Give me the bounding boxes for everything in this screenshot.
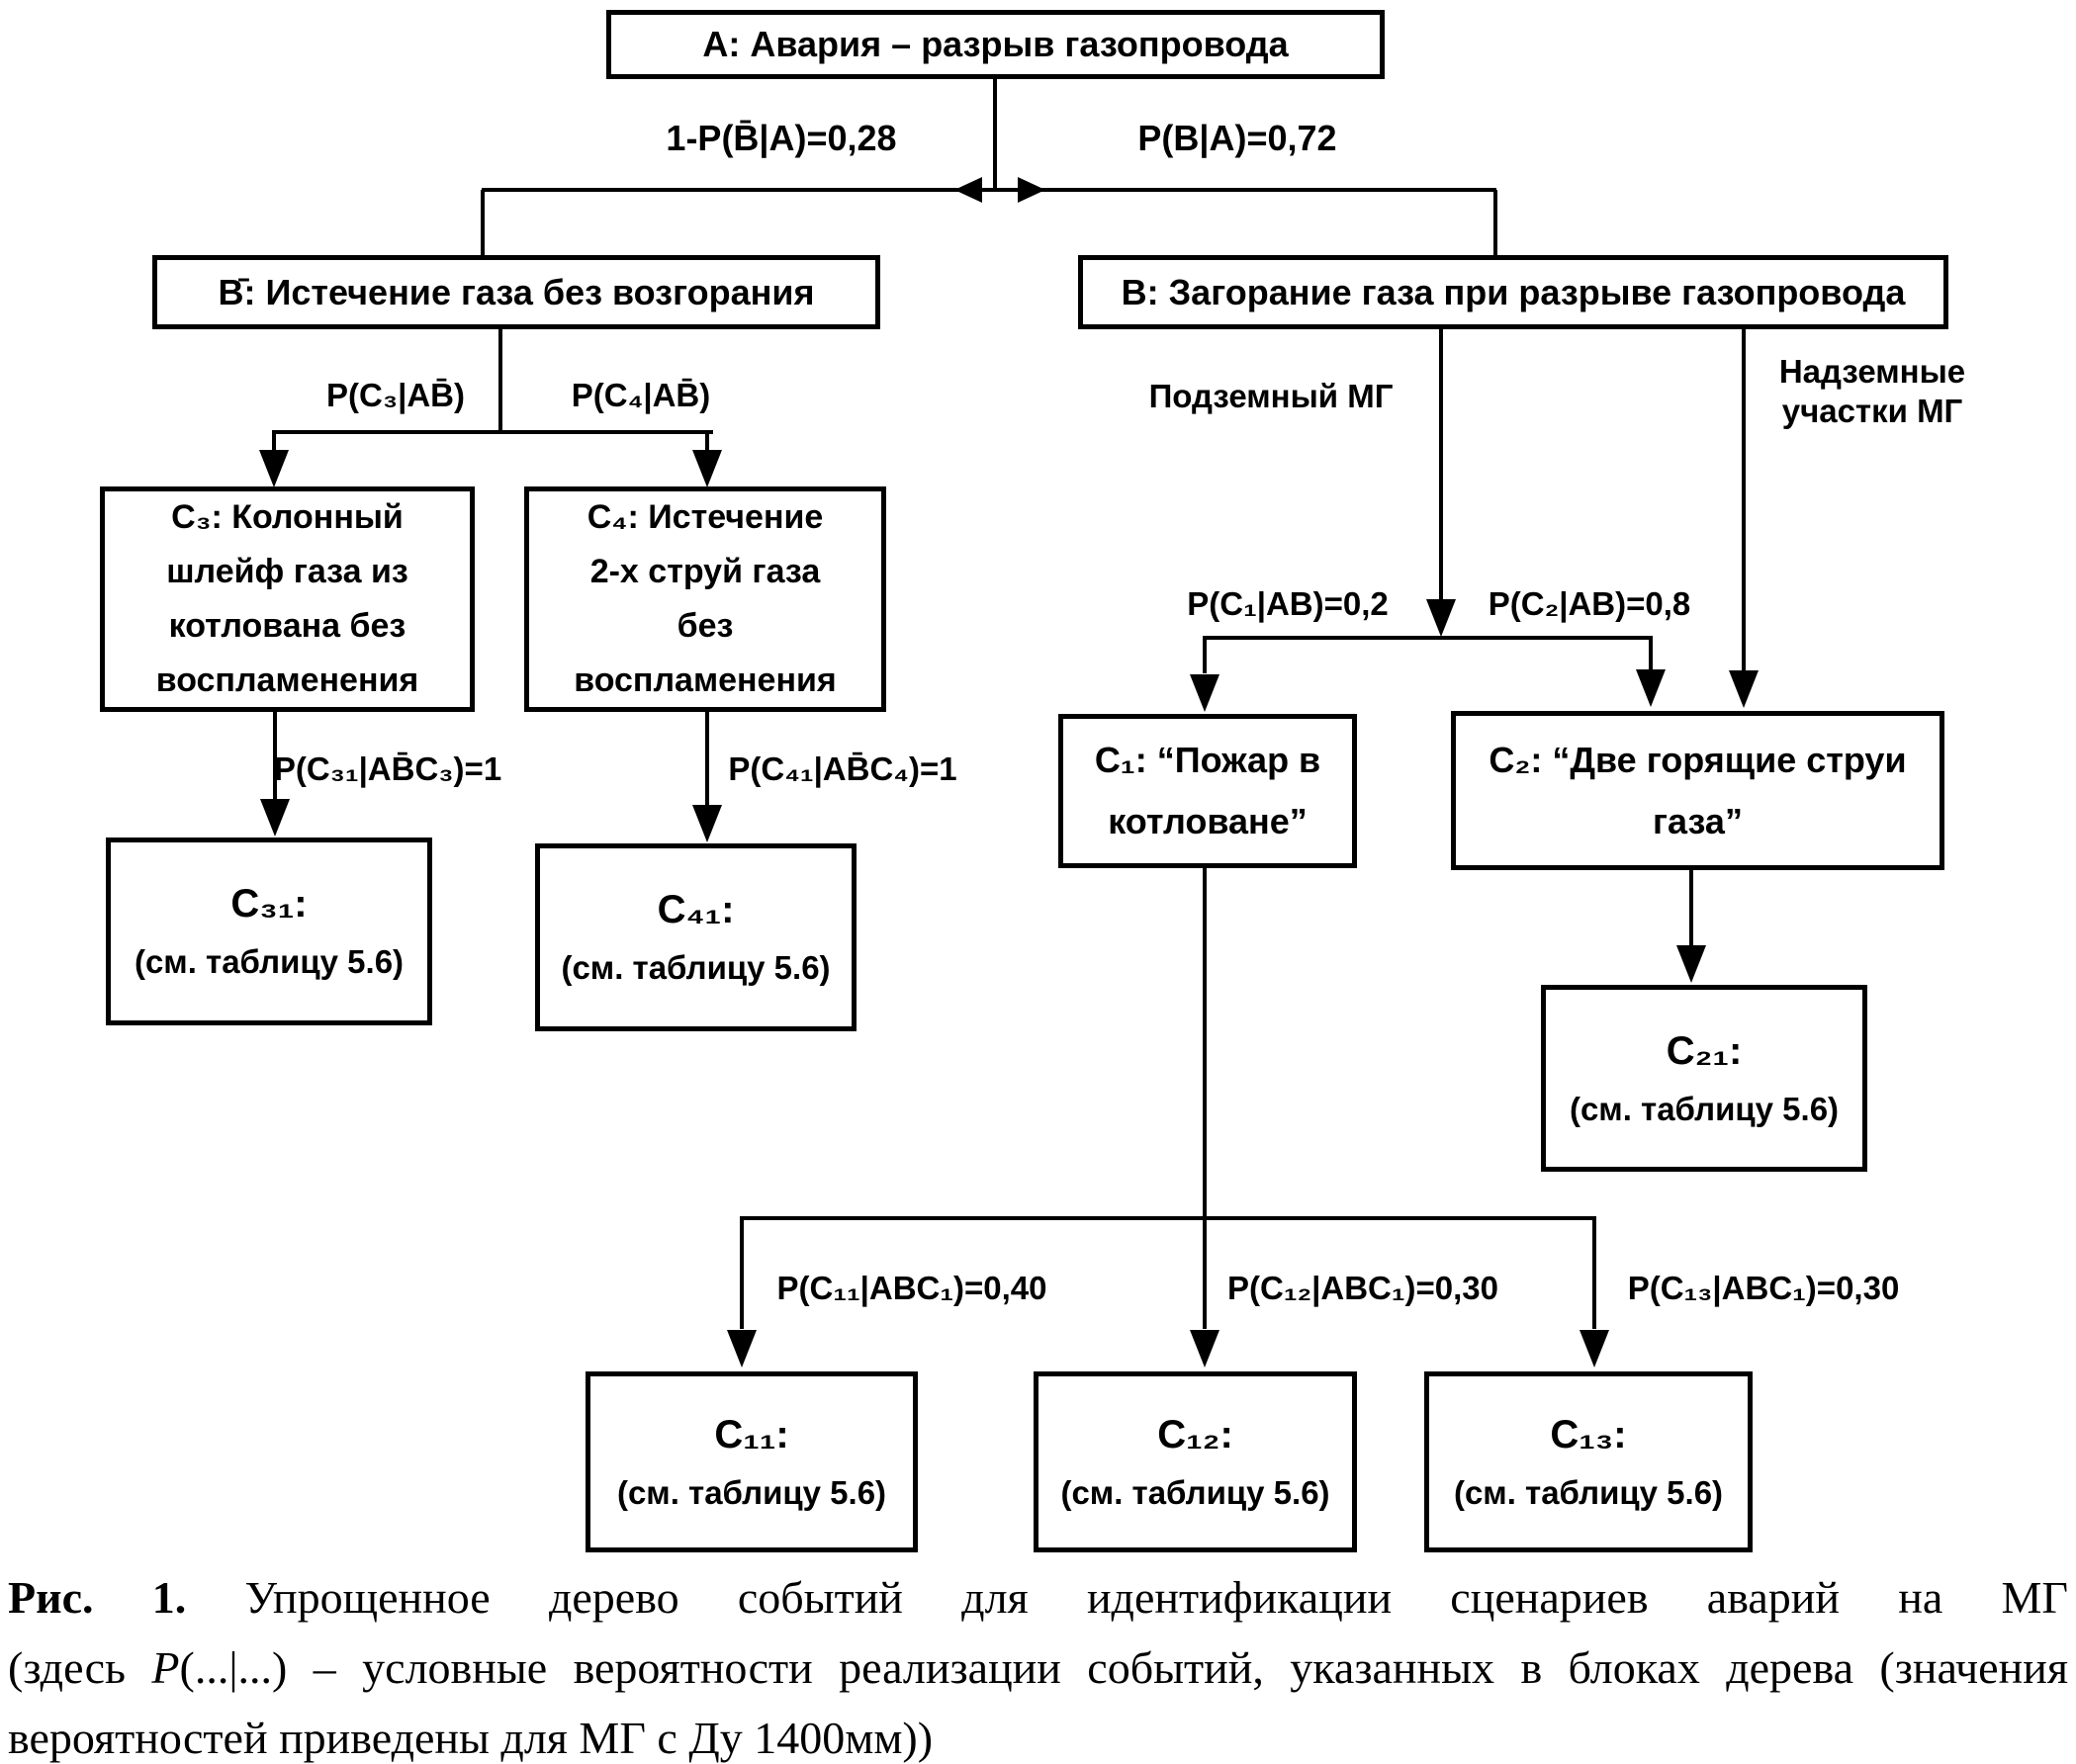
event-box-c3-line: котлована без [168, 607, 406, 645]
connector-bnot-down [498, 329, 502, 434]
connector-c1-down [1203, 868, 1207, 1218]
figure-number: Рис. 1. [8, 1572, 187, 1623]
figure-caption-line2 [8, 1632, 2068, 1703]
event-box-b-not-title: В̄: Истечение газа без возгорания [218, 271, 815, 312]
event-box-c13 [1424, 1371, 1753, 1552]
event-box-c4-line: воспламенения [574, 662, 837, 699]
arrowhead-c3-icon [259, 450, 289, 487]
event-box-c21-ref: (см. таблицу 5.6) [1569, 1090, 1840, 1127]
figure-caption-line1-text: Упрощенное дерево событий для идентификации сценариев аварий на МГ [244, 1572, 2068, 1623]
event-box-a-title: А: Авария – разрыв газопровода [702, 24, 1289, 64]
edge-label-p-c2: P(C₂|AB)=0,8 [1488, 585, 1691, 622]
connector-b-underground [1439, 327, 1443, 600]
connector-c2-down [1689, 870, 1693, 945]
arrowhead-c31-icon [260, 799, 290, 837]
event-box-b-not [152, 255, 880, 329]
figure-caption-line2-rest: (...|...) – условные вероятности реализации событий, указанных в блоках дерева (значения [179, 1642, 2068, 1693]
arrowhead-c21-icon [1676, 945, 1706, 983]
event-box-c2-line: С₂: “Две горящие струи [1489, 739, 1907, 780]
figure-caption-line1 [8, 1562, 2068, 1632]
event-box-c3-line: шлейф газа из [166, 553, 408, 590]
connector-split1-to-bnot [481, 190, 485, 257]
connector-split4-to-c13 [1592, 1218, 1596, 1329]
event-box-c11-ref: (см. таблицу 5.6) [616, 1473, 887, 1511]
arrowhead-c2-icon [1636, 669, 1666, 707]
edge-label-p-c31: P(C₃₁|AB̄C₃)=1 [273, 750, 502, 787]
event-box-c21 [1541, 985, 1867, 1172]
event-box-c3-line: С₃: Колонный [171, 498, 404, 536]
connector-a-down [993, 79, 997, 190]
event-box-c13-ref: (см. таблицу 5.6) [1453, 1473, 1724, 1511]
event-box-c2 [1451, 711, 1944, 870]
connector-b-aboveground [1742, 327, 1746, 671]
edge-label-p-c1: P(C₁|AB)=0,2 [1187, 585, 1389, 622]
branch-label-aboveground-line2: участки МГ [1781, 393, 1963, 429]
branch-label-underground: Подземный МГ [1148, 378, 1394, 414]
edge-label-p-c41: P(C₄₁|AB̄C₄)=1 [728, 750, 957, 787]
arrowhead-aboveground-icon [1729, 670, 1759, 708]
connector-split3-to-c2 [1649, 638, 1653, 669]
edge-label-p-c12: P(C₁₂|ABC₁)=0,30 [1226, 1270, 1499, 1306]
connector-split1-horizontal [482, 188, 1496, 192]
arrowhead-split1-right-icon [1018, 177, 1045, 203]
event-box-c4-line: без [677, 607, 734, 645]
event-box-a [606, 10, 1385, 79]
event-box-c41-id: С₄₁: [657, 888, 735, 931]
figure-caption-probability-symbol: P [151, 1642, 180, 1693]
event-box-b [1078, 255, 1948, 329]
connector-split1-to-b [1493, 190, 1497, 257]
branch-label-aboveground-line1: Надземные [1778, 353, 1966, 390]
event-box-c1 [1058, 714, 1357, 868]
figure-caption [8, 1562, 2068, 1764]
event-box-c4 [524, 486, 886, 712]
edge-label-no-ignition: 1-P(B̄|A)=0,28 [666, 118, 897, 158]
arrowhead-c1-icon [1190, 674, 1219, 712]
edge-label-p-c13: P(C₁₃|ABC₁)=0,30 [1627, 1270, 1900, 1306]
event-box-c31 [106, 838, 432, 1025]
event-box-c4-line: 2-х струй газа [589, 553, 821, 590]
arrowhead-c41-icon [692, 805, 722, 842]
connector-split4-horizontal [740, 1216, 1596, 1220]
connector-split4-to-c12 [1203, 1218, 1207, 1329]
event-box-c12 [1034, 1371, 1357, 1552]
event-box-b-title: В: Загорание газа при разрыве газопровода [1121, 271, 1906, 312]
arrowhead-c11-icon [727, 1330, 757, 1367]
event-box-c4-line: С₄: Истечение [587, 498, 824, 536]
event-box-c13-id: С₁₃: [1550, 1412, 1627, 1456]
event-box-c3-line: воспламенения [155, 662, 419, 699]
connector-c4-down [705, 710, 709, 807]
event-box-c41 [535, 843, 857, 1031]
event-box-c11-id: С₁₁: [714, 1412, 789, 1456]
arrowhead-c12-icon [1190, 1330, 1219, 1367]
figure-caption-line3: вероятностей приведены для МГ с Ду 1400мм)) [8, 1713, 934, 1763]
event-box-c31-ref: (см. таблицу 5.6) [134, 943, 405, 980]
event-box-c1-line: С₁: “Пожар в [1094, 740, 1321, 780]
event-box-c1-line: котловане” [1108, 801, 1308, 841]
event-box-c12-id: С₁₂: [1157, 1412, 1233, 1456]
branch-label-aboveground [1779, 352, 1965, 431]
edge-label-p-c4: P(C₄|AB̄) [571, 377, 711, 413]
connector-split3-to-c1 [1203, 638, 1207, 673]
arrowhead-c4-icon [692, 450, 722, 487]
event-box-c21-id: С₂₁: [1666, 1028, 1743, 1073]
connector-split3-horizontal [1203, 636, 1653, 640]
event-box-c41-ref: (см. таблицу 5.6) [561, 949, 831, 986]
figure-caption-line2-pre: (здесь [8, 1642, 127, 1693]
edge-label-p-c3: P(C₃|AB̄) [326, 377, 465, 413]
arrowhead-c13-icon [1580, 1330, 1609, 1367]
connector-split2-horizontal [272, 430, 713, 434]
event-box-c2-line: газа” [1653, 800, 1743, 841]
event-box-c11 [586, 1371, 918, 1552]
arrowhead-split1-left-icon [954, 177, 982, 203]
connector-split4-to-c11 [740, 1218, 744, 1329]
arrowhead-underground-icon [1426, 599, 1456, 637]
edge-label-ignition: P(B|A)=0,72 [1137, 118, 1337, 158]
event-box-c12-ref: (см. таблицу 5.6) [1060, 1473, 1330, 1511]
event-box-c3 [100, 486, 475, 712]
edge-label-p-c11: P(C₁₁|ABC₁)=0,40 [776, 1270, 1047, 1306]
event-box-c31-id: С₃₁: [230, 882, 308, 926]
